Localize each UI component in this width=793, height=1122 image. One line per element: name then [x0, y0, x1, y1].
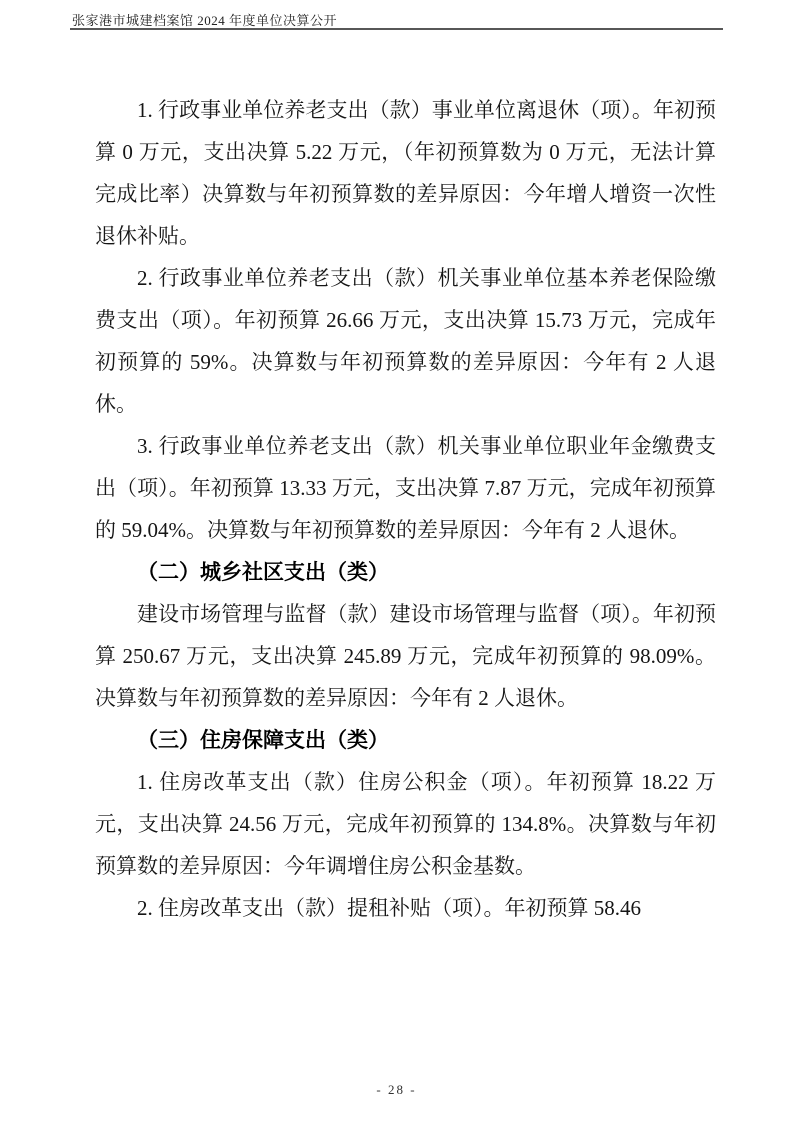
paragraph-rent-subsidy: 2. 住房改革支出（款）提租补贴（项）。年初预算 58.46	[137, 896, 641, 920]
section-heading-housing-security-expenditure: （三）住房保障支出（类）	[137, 728, 389, 752]
page-footer	[0, 1082, 793, 1098]
header-rule-divider	[70, 28, 723, 30]
paragraph-basic-pension-contribution: 2. 行政事业单位养老支出（款）机关事业单位基本养老保险缴费支出（项）。年初预算 26.66 万元，支出决算 15.73 万元，完成年初预算的 59%。决算数与年初预算数的差异原因：今年有 2 人退休。	[95, 266, 716, 416]
page-number: - 28 -	[376, 1082, 417, 1097]
paragraph-pension-retirement: 1. 行政事业单位养老支出（款）事业单位离退休（项）。年初预算 0 万元，支出决算 5.22 万元，（年初预算数为 0 万元，无法计算完成比率）决算数与年初预算数的差异原因：今年增人增资一次性退休补贴。	[95, 98, 716, 248]
document-body	[95, 89, 716, 929]
section-heading-urban-community-expenditure: （二）城乡社区支出（类）	[137, 560, 389, 584]
page-header-title: 张家港市城建档案馆 2024 年度单位决算公开	[72, 13, 338, 28]
paragraph-construction-market-supervision: 建设市场管理与监督（款）建设市场管理与监督（项）。年初预算 250.67 万元，支出决算 245.89 万元，完成年初预算的 98.09%。决算数与年初预算数的差异原因：今年有 2 人退休。	[95, 602, 716, 710]
paragraph-housing-provident-fund: 1. 住房改革支出（款）住房公积金（项）。年初预算 18.22 万元，支出决算 24.56 万元，完成年初预算的 134.8%。决算数与年初预算数的差异原因：今年调增住房公积金基数。	[95, 770, 716, 878]
paragraph-occupational-annuity: 3. 行政事业单位养老支出（款）机关事业单位职业年金缴费支出（项）。年初预算 13.33 万元，支出决算 7.87 万元，完成年初预算的 59.04%。决算数与年初预算数的差异原因：今年有 2 人退休。	[95, 434, 716, 542]
